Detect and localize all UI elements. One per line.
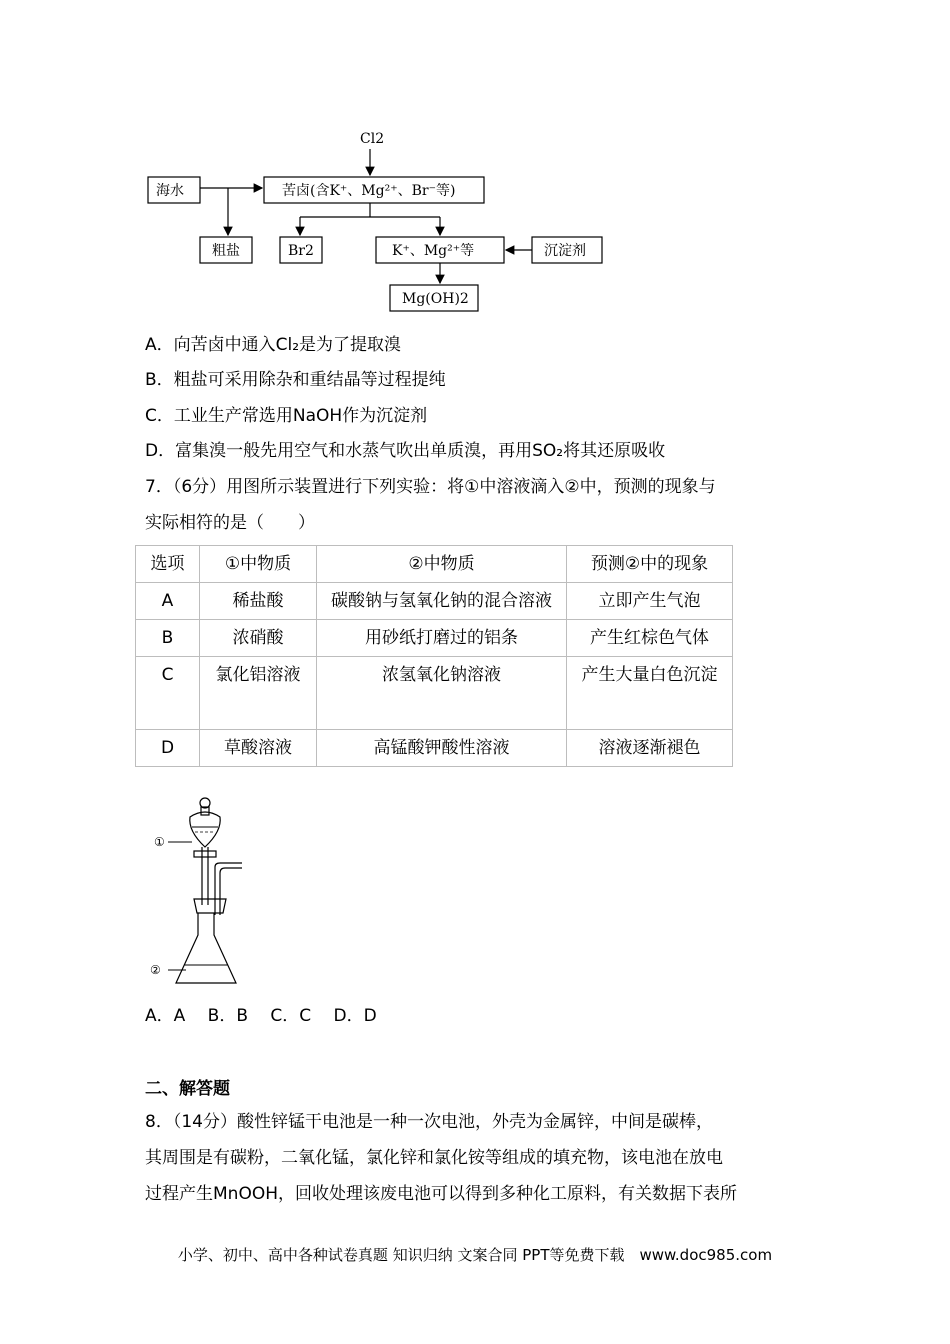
k-mg-label: K⁺、Mg²⁺等 — [392, 243, 475, 259]
q7-stem-line1: 7．（6分）用图所示装置进行下列实验：将①中溶液滴入②中，预测的现象与 — [145, 477, 716, 497]
q8-line2: 其周围是有碳粉，二氧化锰，氯化锌和氯化铵等组成的填充物，该电池在放电 — [145, 1148, 723, 1168]
cl2-label: Cl2 — [360, 131, 385, 147]
q6-option-c: C．工业生产常选用NaOH作为沉淀剂 — [145, 406, 428, 426]
table-cell: 氯化铝溶液 — [200, 657, 317, 730]
apparatus-diagram — [150, 795, 260, 990]
q7-table — [135, 545, 733, 767]
brine-label: 苦卤(含K⁺、Mg²⁺、Br⁻等) — [282, 183, 456, 199]
table-cell: 草酸溶液 — [200, 730, 317, 767]
label-2: ② — [150, 963, 161, 977]
table-row — [136, 620, 733, 657]
table-cell: D — [136, 730, 200, 767]
table-cell: 立即产生气泡 — [567, 583, 733, 620]
header-cell: 预测②中的现象 — [567, 546, 733, 583]
table-cell: 产生大量白色沉淀 — [567, 657, 733, 730]
label-1: ① — [154, 835, 165, 849]
table-cell: A — [136, 583, 200, 620]
table-row — [136, 730, 733, 767]
table-cell: 浓氢氧化钠溶液 — [317, 657, 567, 730]
table-cell: 产生红棕色气体 — [567, 620, 733, 657]
q6-option-b: B．粗盐可采用除杂和重结晶等过程提纯 — [145, 370, 446, 390]
table-row — [136, 583, 733, 620]
q7-answers: A．A B．B C．C D．D — [145, 1006, 377, 1026]
table-cell: B — [136, 620, 200, 657]
header-cell: ②中物质 — [317, 546, 567, 583]
mgoh2-label: Mg(OH)2 — [402, 291, 469, 307]
q7-stem-line2: 实际相符的是（ ） — [145, 513, 315, 533]
table-cell: C — [136, 657, 200, 730]
table-cell: 稀盐酸 — [200, 583, 317, 620]
section-title: 二、解答题 — [145, 1079, 230, 1099]
page-footer: 小学、初中、高中各种试卷真题 知识归纳 文案合同 PPT等免费下载 www.doc985.com — [177, 1246, 773, 1264]
table-header-row — [136, 546, 733, 583]
seawater-label: 海水 — [156, 183, 184, 199]
table-cell: 溶液逐渐褪色 — [567, 730, 733, 767]
process-flowchart — [140, 125, 610, 315]
table-cell: 浓硝酸 — [200, 620, 317, 657]
crude-salt-label: 粗盐 — [212, 243, 240, 259]
q8-line3: 过程产生MnOOH，回收处理该废电池可以得到多种化工原料，有关数据下表所 — [145, 1184, 737, 1204]
precipitant-label: 沉淀剂 — [544, 243, 586, 259]
q6-option-d: D．富集溴一般先用空气和水蒸气吹出单质溴，再用SO₂将其还原吸收 — [145, 441, 666, 461]
header-cell: ①中物质 — [200, 546, 317, 583]
q8-line1: 8．（14分）酸性锌锰干电池是一种一次电池，外壳为金属锌，中间是碳棒， — [145, 1112, 713, 1132]
q6-option-a: A．向苦卤中通入Cl₂是为了提取溴 — [145, 335, 402, 355]
table-cell: 碳酸钠与氢氧化钠的混合溶液 — [317, 583, 567, 620]
br2-label: Br2 — [288, 243, 314, 259]
table-cell: 高锰酸钾酸性溶液 — [317, 730, 567, 767]
table-cell: 用砂纸打磨过的铝条 — [317, 620, 567, 657]
header-cell: 选项 — [136, 546, 200, 583]
table-row — [136, 657, 733, 730]
